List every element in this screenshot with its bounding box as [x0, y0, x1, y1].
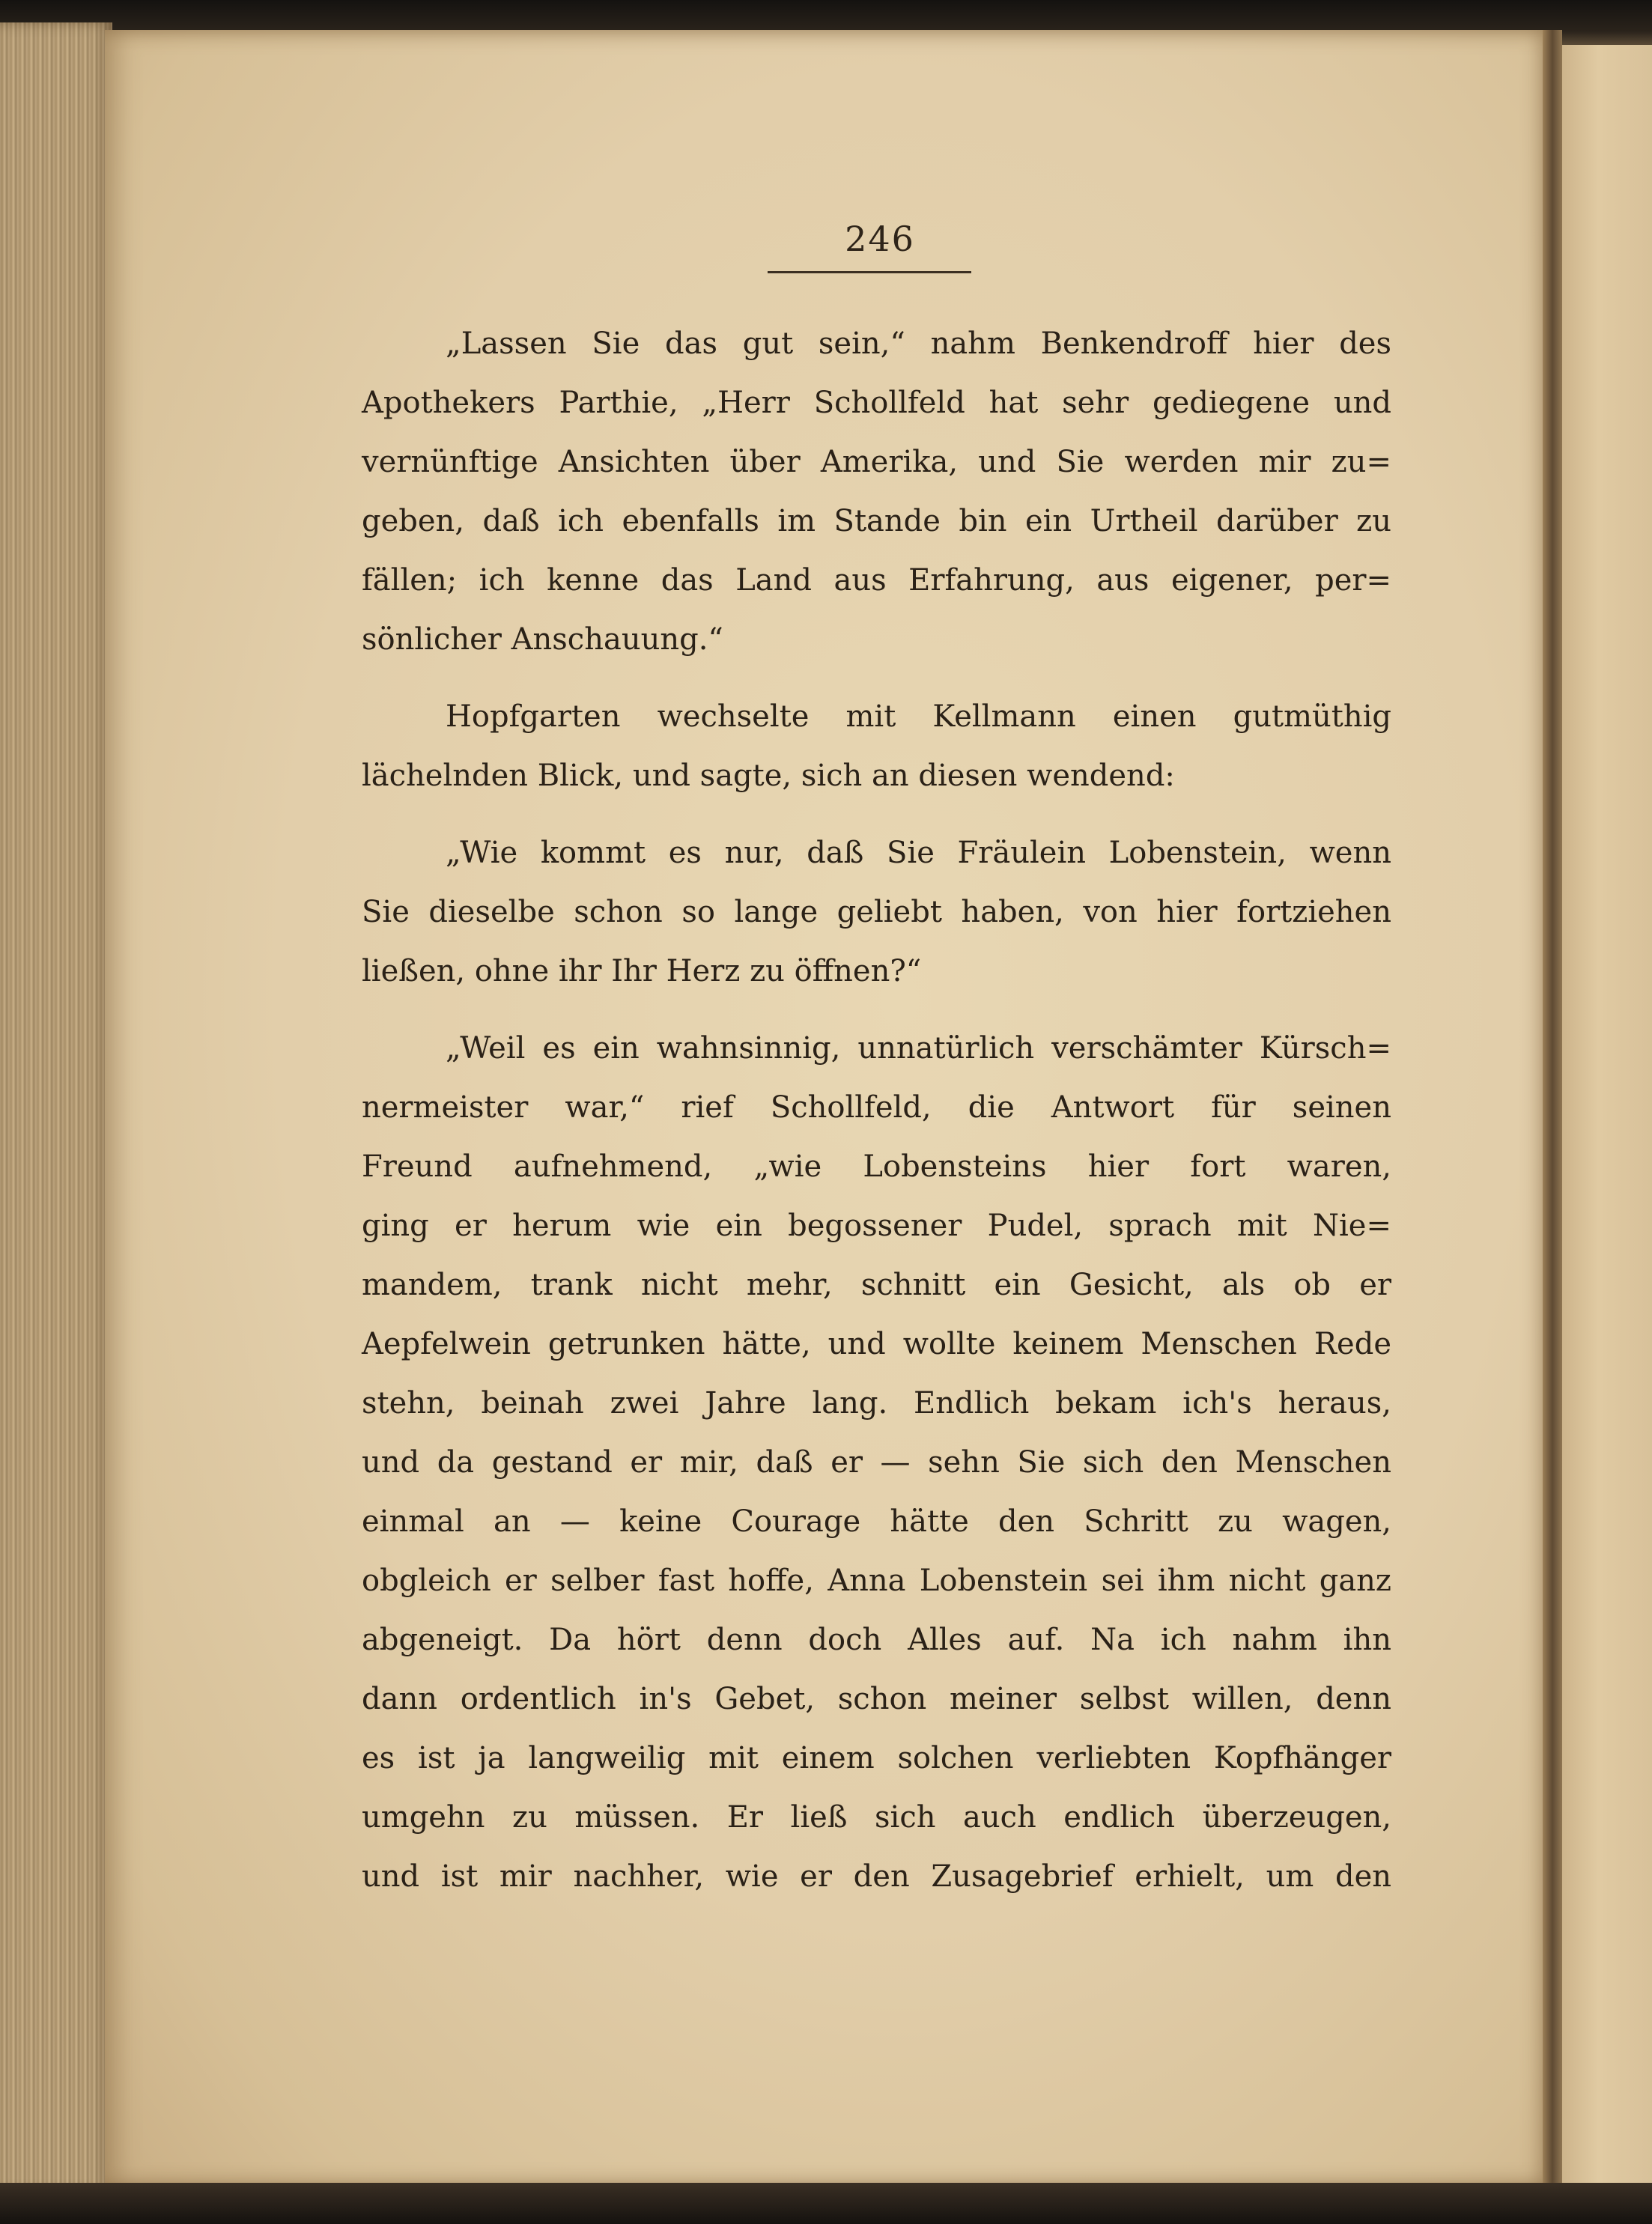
text-line: „Lassen Sie das gut sein,“ nahm Benkendroff hier des [446, 326, 1391, 361]
text-line: abgeneigt. Da hört denn doch Alles auf. Na ich nahm ihn [362, 1623, 1391, 1657]
book-bottom-edge [0, 2183, 1652, 2224]
text-line: es ist ja langweilig mit einem solchen verliebten Kopfhänger [362, 1741, 1391, 1775]
text-line: einmal an — keine Courage hätte den Schritt zu wagen, [362, 1504, 1391, 1539]
text-line: Hopfgarten wechselte mit Kellmann einen gutmüthig [446, 699, 1391, 734]
text-line: obgleich er selber fast hoffe, Anna Lobenstein sei ihm nicht ganz [362, 1564, 1391, 1598]
text-line: sönlicher Anschauung.“ [362, 622, 723, 657]
text-line: vernünftige Ansichten über Amerika, und Sie werden mir zu= [362, 445, 1391, 479]
text-line: fällen; ich kenne das Land aus Erfahrung, aus eigener, per= [362, 563, 1391, 598]
text-line: Freund aufnehmend, „wie Lobensteins hier fort waren, [362, 1149, 1391, 1184]
text-line: mandem, trank nicht mehr, schnitt ein Gesicht, als ob er [362, 1268, 1391, 1302]
text-line: ließen, ohne ihr Ihr Herz zu öffnen?“ [362, 954, 922, 988]
text-line: „Wie kommt es nur, daß Sie Fräulein Lobenstein, wenn [446, 836, 1391, 870]
page-edge-stack [0, 22, 112, 2194]
text-line: ging er herum wie ein begossener Pudel, sprach mit Nie= [362, 1209, 1391, 1243]
body-text [362, 315, 1391, 1906]
text-line: dann ordentlich in's Gebet, schon meiner selbst willen, denn [362, 1682, 1391, 1716]
text-line: umgehn zu müssen. Er ließ sich auch endlich überzeugen, [362, 1800, 1391, 1835]
book-gutter [1543, 30, 1562, 2187]
text-line: „Weil es ein wahnsinnig, unnatürlich verschämter Kürsch= [446, 1031, 1391, 1066]
text-line: lächelnden Blick, und sagte, sich an diesen wendend: [362, 759, 1175, 793]
text-line: und da gestand er mir, daß er — sehn Sie sich den Menschen [362, 1445, 1391, 1480]
text-line: und ist mir nachher, wie er den Zusagebrief erhielt, um den [362, 1859, 1391, 1894]
right-page-edge [1562, 45, 1652, 2187]
header-rule [768, 271, 971, 273]
page-number: 246 [845, 219, 915, 259]
text-line: stehn, beinah zwei Jahre lang. Endlich bekam ich's heraus, [362, 1386, 1391, 1421]
text-line: Apothekers Parthie, „Herr Schollfeld hat sehr gediegene und [362, 386, 1391, 420]
text-line: Sie dieselbe schon so lange geliebt haben, von hier fortziehen [362, 895, 1391, 929]
text-line: Aepfelwein getrunken hätte, und wollte keinem Menschen Rede [362, 1327, 1391, 1361]
text-line: geben, daß ich ebenfalls im Stande bin ein Urtheil darüber zu [362, 504, 1391, 538]
text-line: nermeister war,“ rief Schollfeld, die Antwort für seinen [362, 1090, 1391, 1125]
